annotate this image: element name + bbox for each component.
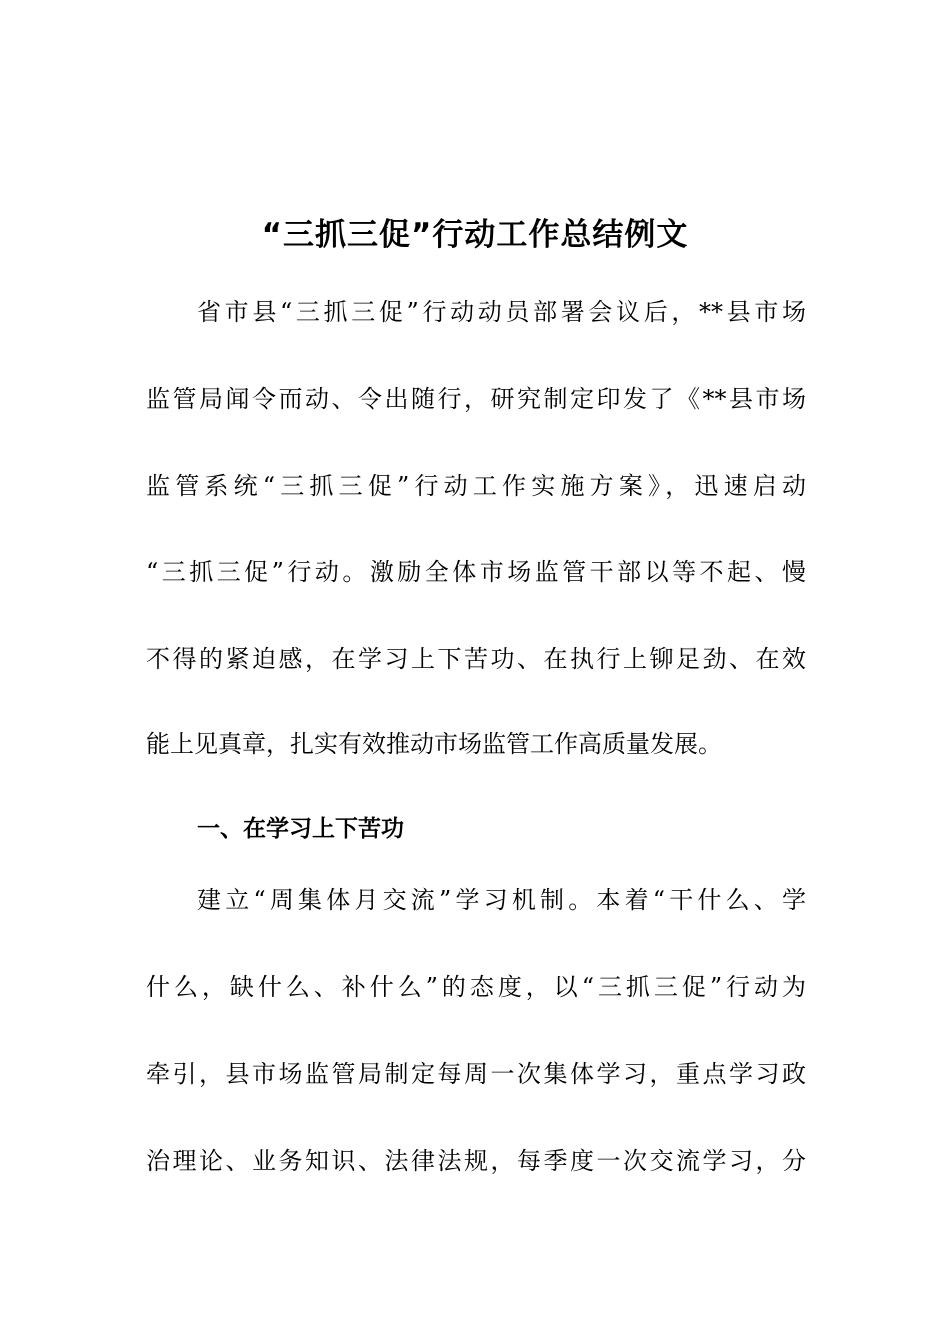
paragraph-line: 不得的紧迫感，在学习上下苦功、在执行上铆足劲、在效 bbox=[146, 645, 806, 673]
paragraph-line: 治理论、业务知识、法律法规，每季度一次交流学习，分 bbox=[146, 1147, 806, 1175]
paragraph-line: 建立“周集体月交流”学习机制。本着“干什么、学 bbox=[197, 886, 806, 914]
paragraph-line: 什么，缺什么、补什么”的态度，以“三抓三促”行动为 bbox=[146, 973, 806, 1001]
paragraph-line: 监管系统“三抓三促”行动工作实施方案》，迅速启动 bbox=[146, 472, 806, 500]
paragraph-line: 省市县“三抓三促”行动动员部署会议后，**县市场 bbox=[197, 298, 806, 326]
paragraph-line: 牵引，县市场监管局制定每周一次集体学习，重点学习政 bbox=[146, 1060, 806, 1088]
paragraph-line: 能上见真章，扎实有效推动市场监管工作高质量发展。 bbox=[146, 730, 722, 758]
section-heading: 一、在学习上下苦功 bbox=[197, 816, 404, 842]
document-title: “三抓三促”行动工作总结例文 bbox=[261, 217, 689, 253]
paragraph-line: “三抓三促”行动。激励全体市场监管干部以等不起、慢 bbox=[146, 558, 806, 586]
paragraph-line: 监管局闻令而动、令出随行，研究制定印发了《**县市场 bbox=[146, 385, 806, 413]
